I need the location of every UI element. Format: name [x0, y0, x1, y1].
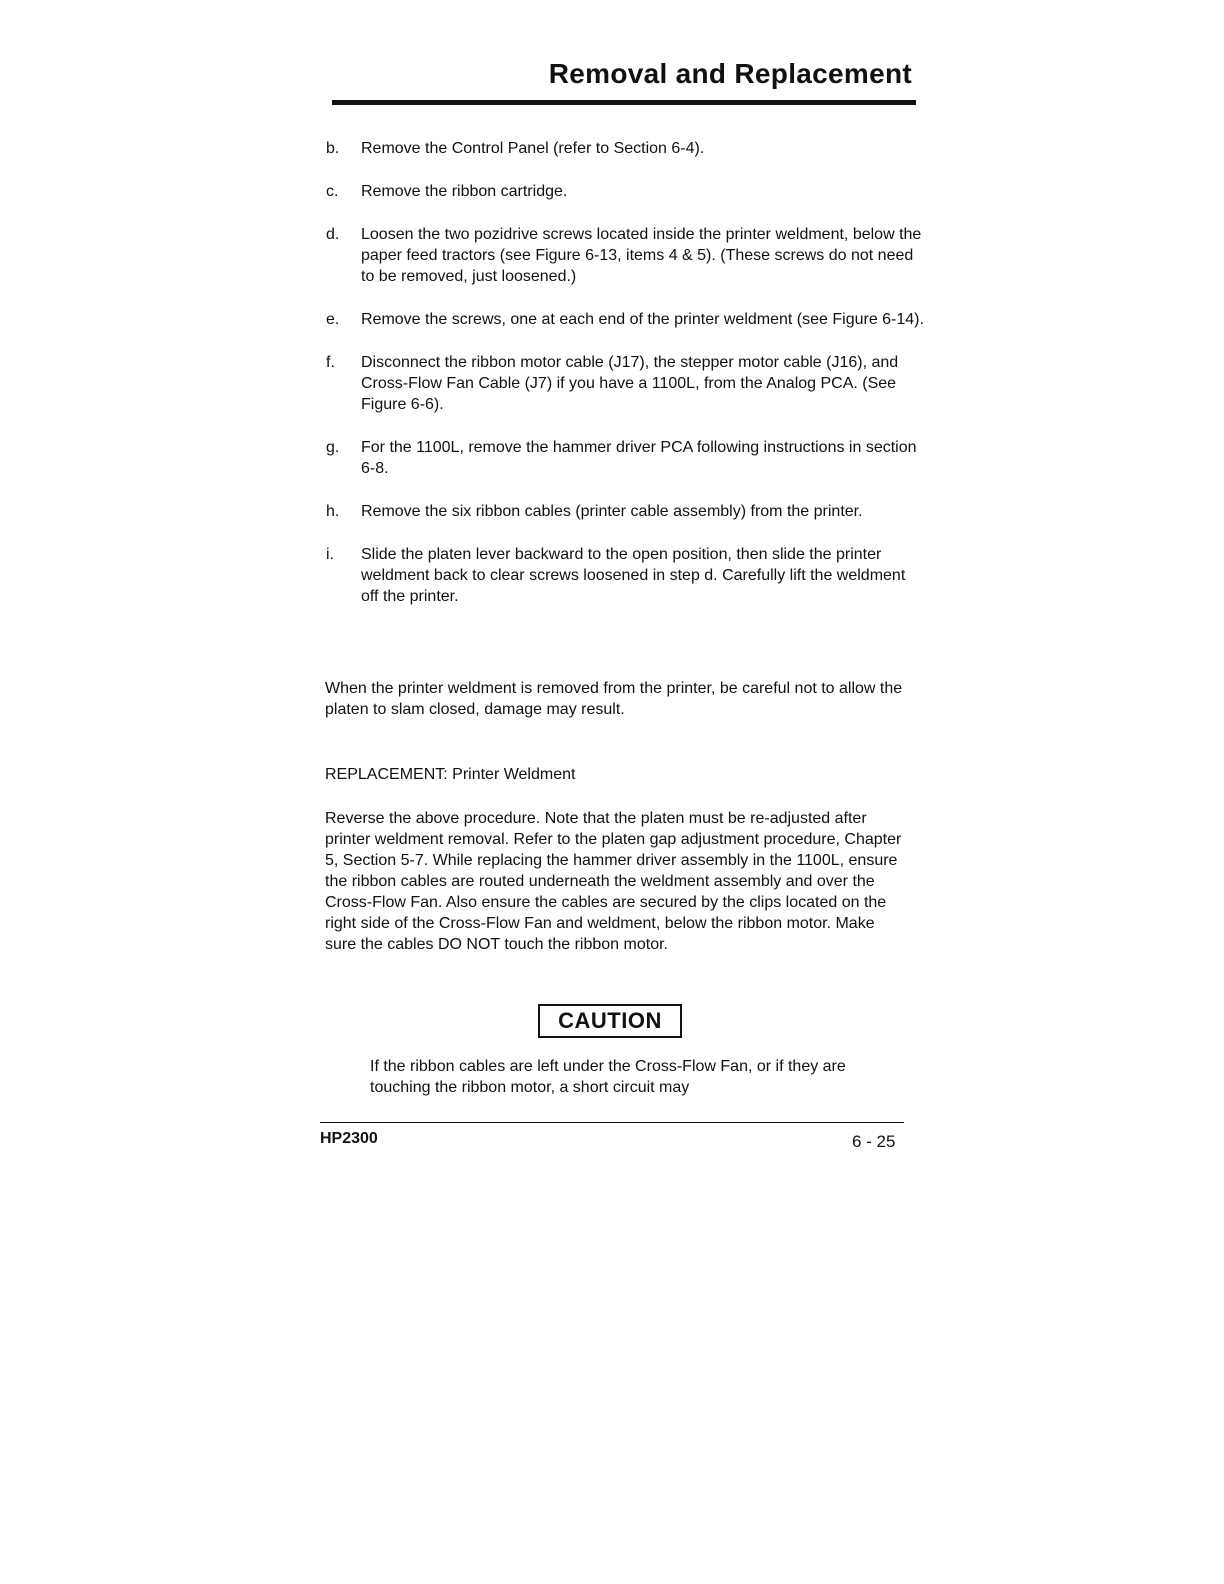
step-letter: b. [326, 140, 340, 157]
step-letter: f. [326, 354, 335, 371]
step-text: For the 1100L, remove the hammer driver PCA following instructions in section 6-8. [361, 439, 917, 477]
caution-text: If the ribbon cables are left under the Cross-Flow Fan, or if they are touching the ribbon motor, a short circuit may [370, 1058, 846, 1096]
replacement-heading: REPLACEMENT: Printer Weldment [325, 766, 576, 783]
step-letter: d. [326, 226, 340, 243]
footer-page-number: 6 - 25 [852, 1132, 896, 1151]
step-text: Remove the ribbon cartridge. [361, 183, 568, 200]
replacement-body: Reverse the above procedure. Note that the platen must be re-adjusted after printer weldment removal. Refer to the platen gap adjustment procedure, Chapter 5, Section 5-7. While replacing the hammer driver assembly in the 1100L, ensure the ribbon cables are routed underneath the weldment assembly and over the Cross-Flow Fan. Also ensure the cables are secured by the clips located on the right side of the Cross-Flow Fan and weldment, below the ribbon motor. Make sure the cables DO NOT touch the ribbon motor. [325, 810, 902, 953]
step-text: Remove the six ribbon cables (printer cable assembly) from the printer. [361, 503, 863, 520]
step-letter: h. [326, 503, 340, 520]
step-letter: e. [326, 311, 340, 328]
step-letter: c. [326, 183, 339, 200]
step-item [326, 224, 926, 287]
warning-paragraph: When the printer weldment is removed from the printer, be careful not to allow the platen to slam closed, damage may result. [325, 680, 903, 718]
step-item [326, 544, 926, 607]
footer-model: HP2300 [320, 1130, 378, 1147]
header-divider [332, 100, 916, 105]
step-text: Remove the screws, one at each end of the printer weldment (see Figure 6-14). [361, 311, 924, 328]
step-letter: g. [326, 439, 340, 456]
step-item [326, 181, 926, 202]
step-item [326, 501, 926, 522]
page-header-title: Removal and Replacement [548, 58, 912, 89]
step-item [326, 309, 926, 330]
step-item [326, 352, 926, 415]
step-letter: i. [326, 546, 334, 563]
step-text: Remove the Control Panel (refer to Section 6-4). [361, 140, 705, 157]
caution-label: CAUTION [538, 1004, 682, 1038]
step-text: Slide the platen lever backward to the open position, then slide the printer weldment back to clear screws loosened in step d. Carefully lift the weldment off the printer. [361, 546, 906, 605]
procedure-steps [326, 138, 926, 629]
step-text: Disconnect the ribbon motor cable (J17), the stepper motor cable (J16), and Cross-Flow Fan Cable (J7) if you have a 1100L, from the Analog PCA. (See Figure 6-6). [361, 354, 899, 413]
step-item [326, 138, 926, 159]
step-item [326, 437, 926, 479]
footer-divider [320, 1122, 904, 1123]
step-text: Loosen the two pozidrive screws located inside the printer weldment, below the paper feed tractors (see Figure 6-13, items 4 & 5). (These screws do not need to be removed, just loosened.) [361, 226, 922, 285]
